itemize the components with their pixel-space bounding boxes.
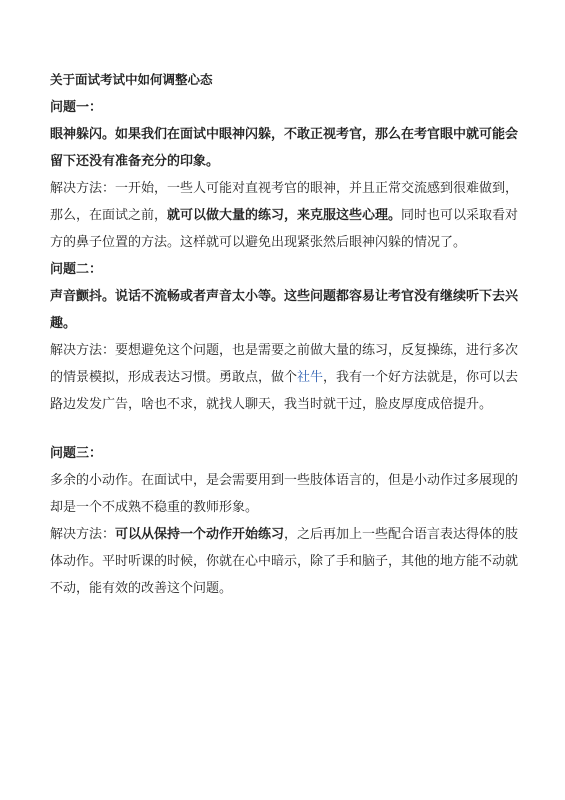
solution-emphasis: 就可以做大量的练习，来克服这些心理。	[167, 208, 402, 223]
solution-emphasis: 可以从保持一个动作开始练习	[115, 527, 285, 542]
question-3-solution-line-1	[50, 521, 520, 548]
question-1-solution-line-2	[50, 202, 520, 229]
question-1-heading: 问题一：	[50, 100, 103, 115]
question-2-description-line-2: 趣。	[50, 316, 77, 331]
question-3-description-line-2: 却是一个不成熟不稳重的教师形象。	[50, 500, 259, 515]
question-1-solution-line-1: 解决方法：一开始，一些人可能对直视考官的眼神，并且正常交流感到很难做到，	[50, 181, 519, 196]
solution-text: 的情景模拟，形成表达习惯。勇敢点，做个	[50, 370, 298, 385]
social-butterfly-link[interactable]: 社牛	[297, 370, 324, 385]
question-3-description-line-1: 多余的小动作。在面试中，是会需要用到一些肢体语言的，但是小动作过多展现的	[50, 473, 519, 488]
solution-text: ，之后再加上一些配合语言表达得体的肢	[284, 527, 519, 542]
question-2-solution-line-1: 解决方法：要想避免这个问题，也是需要之前做大量的练习，反复操练，进行多次	[50, 343, 519, 358]
question-2-section	[50, 256, 520, 418]
section-spacer	[50, 418, 520, 440]
question-2-solution-line-3: 路边发发广告，啥也不求，就找人聊天，我当时就干过，脸皮厚度成倍提升。	[50, 397, 493, 412]
question-2-description-line-1: 声音颤抖。说话不流畅或者声音太小等。这些问题都容易让考官没有继续听下去兴	[50, 289, 519, 304]
question-1-solution-line-3: 方的鼻子位置的方法。这样就可以避免出现紧张然后眼神闪躲的情况了。	[50, 235, 467, 250]
question-1-description-line-2: 留下还没有准备充分的印象。	[50, 154, 220, 169]
question-1-section	[50, 94, 520, 256]
question-2-heading: 问题二：	[50, 262, 103, 277]
solution-text: 同时也可以采取看对	[401, 208, 519, 223]
question-3-solution-line-2: 体动作。平时听课的时候，你就在心中暗示，除了手和脑子，其他的地方能不动就	[50, 554, 519, 569]
question-2-solution-line-2	[50, 364, 520, 391]
question-3-heading: 问题三：	[50, 446, 103, 461]
solution-text: ，我有一个好方法就是，你可以去	[323, 370, 519, 385]
document-page	[50, 66, 520, 602]
question-3-solution-line-3: 不动，能有效的改善这个问题。	[50, 581, 233, 596]
document-title: 关于面试考试中如何调整心态	[50, 72, 213, 87]
question-3-section	[50, 440, 520, 602]
solution-text: 那么，在面试之前，	[50, 208, 168, 223]
question-1-description-line-1: 眼神躲闪。如果我们在面试中眼神闪躲，不敢正视考官，那么在考官眼中就可能会	[50, 127, 519, 142]
solution-text: 解决方法：	[50, 527, 116, 542]
